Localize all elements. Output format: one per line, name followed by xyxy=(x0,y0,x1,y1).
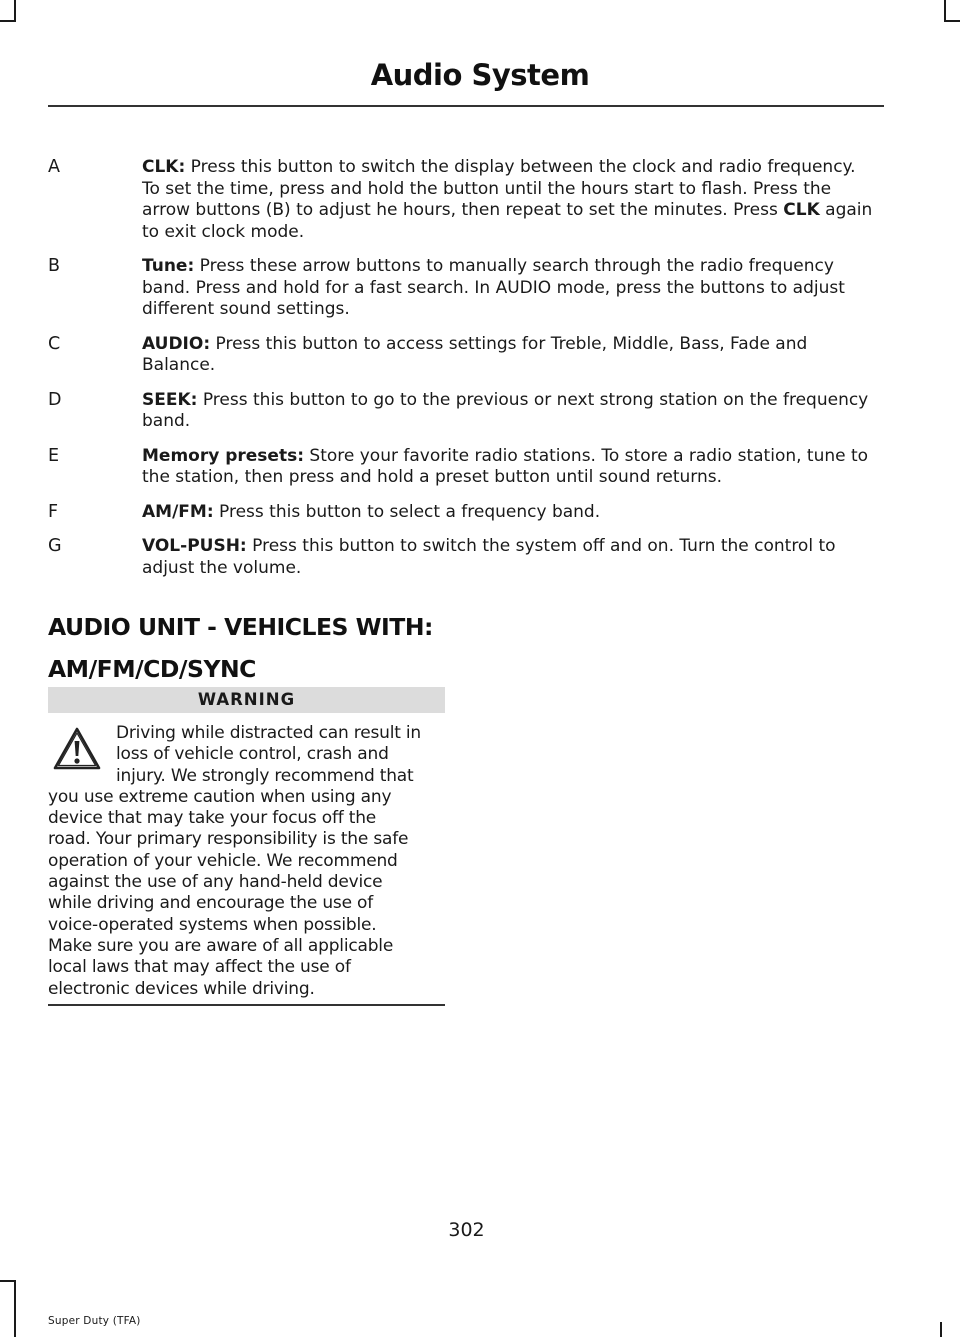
item-letter: B xyxy=(48,256,61,276)
item-description xyxy=(142,502,878,524)
warning-line: you use extreme caution when using any xyxy=(48,786,392,807)
header-rule xyxy=(48,105,884,107)
warning-text xyxy=(48,723,448,1000)
page-number: 302 xyxy=(448,1219,485,1241)
crop-mark xyxy=(944,0,946,20)
section-heading xyxy=(48,610,468,687)
crop-mark xyxy=(0,20,16,22)
item-letter: G xyxy=(48,536,62,556)
item-text-end: again to exit clock mode. xyxy=(142,200,873,242)
crop-mark xyxy=(14,1280,16,1337)
page-title: Audio System xyxy=(370,58,590,92)
item-text: Press this button to access settings for Treble, Middle, Bass, Fade and Balance. xyxy=(142,333,808,375)
list-item xyxy=(48,536,878,579)
warning-line: voice-operated systems when possible. xyxy=(48,914,377,935)
list-item xyxy=(48,390,878,433)
warning-line: while driving and encourage the use of xyxy=(48,893,374,914)
item-term: CLK: xyxy=(142,157,186,177)
warning-line: operation of your vehicle. We recommend xyxy=(48,850,398,871)
item-description xyxy=(142,536,878,579)
item-text: Press this button to select a frequency band. xyxy=(213,501,601,522)
footer-model: Super Duty (TFA) xyxy=(48,1315,141,1327)
item-letter: A xyxy=(48,157,60,177)
control-list xyxy=(48,157,878,592)
crop-mark xyxy=(14,0,16,20)
warning-label: WARNING xyxy=(48,687,445,713)
list-item xyxy=(48,446,878,489)
warning-line: loss of vehicle control, crash and xyxy=(116,744,389,765)
section-heading-line2: AM/FM/CD/SYNC xyxy=(48,655,256,683)
item-term: AM/FM: xyxy=(142,501,214,522)
item-text: Press these arrow buttons to manually search through the radio frequency band. Press and hold for a fast search. In AUDIO mode, press the buttons to adjust different sound settings. xyxy=(142,256,845,319)
item-description xyxy=(142,390,878,433)
item-text: Press this button to switch the display between the clock and radio frequency. To set the time, press and hold the button until the hours start to flash. Press the arrow buttons (B) to adjust he hours, then repeat to set the minutes. Press xyxy=(142,157,856,220)
warning-line: Make sure you are aware of all applicable xyxy=(48,935,394,956)
item-term: SEEK: xyxy=(142,389,198,410)
warning-line: local laws that may affect the use of xyxy=(48,957,351,978)
item-text: Press this button to go to the previous or next strong station on the frequency band. xyxy=(142,389,869,431)
item-text: Press this button to switch the system off and on. Turn the control to adjust the volume. xyxy=(142,536,836,578)
warning-line: injury. We strongly recommend that xyxy=(116,765,414,786)
crop-mark xyxy=(0,1280,16,1282)
list-item xyxy=(48,334,878,377)
list-item xyxy=(48,157,878,243)
warning-line: electronic devices while driving. xyxy=(48,978,315,999)
item-letter: F xyxy=(48,501,59,522)
item-description xyxy=(142,256,878,321)
item-term: AUDIO: xyxy=(142,333,211,354)
item-term: Tune: xyxy=(142,256,195,276)
crop-mark xyxy=(940,1322,942,1337)
item-term: Memory presets: xyxy=(142,445,304,466)
warning-line: road. Your primary responsibility is the safe xyxy=(48,829,409,850)
warning-line: Driving while distracted can result in xyxy=(116,723,421,743)
warning-line: device that may take your focus off the xyxy=(48,808,377,829)
item-term: VOL-PUSH: xyxy=(142,536,247,556)
list-item xyxy=(48,256,878,321)
warning-line: against the use of any hand-held device xyxy=(48,872,383,893)
crop-mark xyxy=(944,20,960,22)
item-letter: D xyxy=(48,389,62,410)
item-description xyxy=(142,157,878,243)
item-term-inline: CLK xyxy=(783,200,820,220)
list-item xyxy=(48,502,878,524)
item-letter: E xyxy=(48,445,60,466)
item-description xyxy=(142,446,878,489)
section-heading-line1: AUDIO UNIT - VEHICLES WITH: xyxy=(48,613,433,641)
item-letter: C xyxy=(48,333,61,354)
item-description xyxy=(142,334,878,377)
item-text: Store your favorite radio stations. To store a radio station, tune to the station, then press and hold a preset button until sound returns. xyxy=(142,445,869,487)
warning-rule xyxy=(48,1004,445,1006)
